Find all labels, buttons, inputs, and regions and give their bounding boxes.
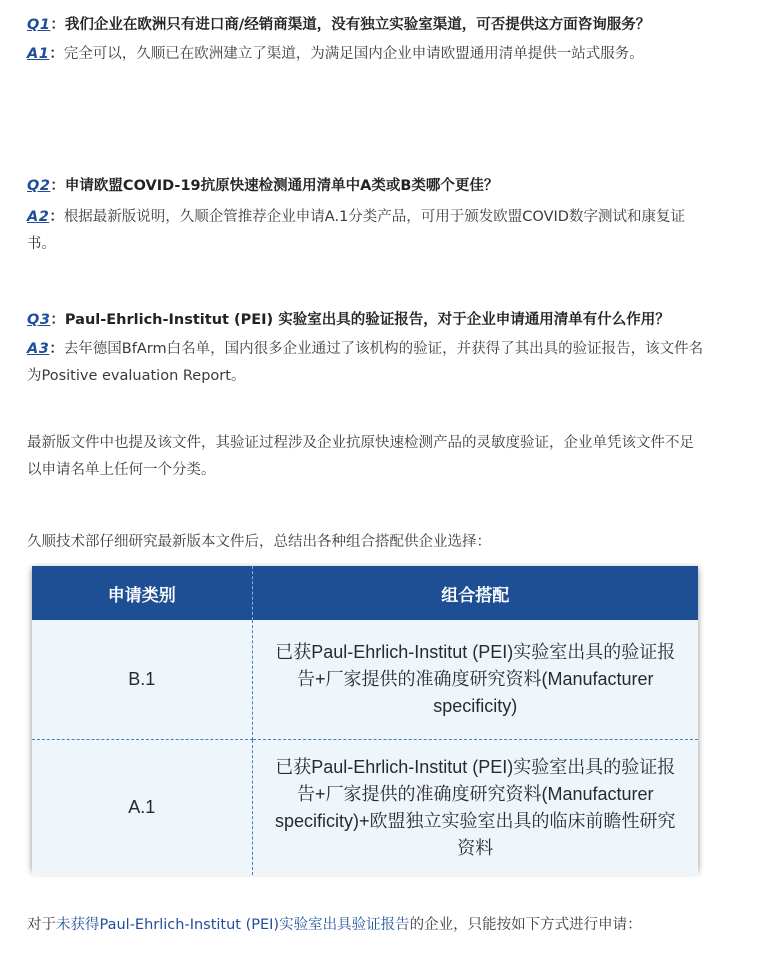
faq-item-1 <box>27 12 707 68</box>
answer-1: A1：完全可以，久顺已在欧洲建立了渠道，为满足国内企业申请欧盟通用清单提供一站式服务。 <box>27 46 644 62</box>
answer-tag: A1 <box>27 46 50 62</box>
table-cell-combination: 已获Paul-Ehrlich-Institut (PEI)实验室出具的验证报告+厂家提供的准确度研究资料(Manufacturer specificity) <box>252 620 698 740</box>
question-text: Paul-Ehrlich-Institut (PEI) 实验室出具的验证报告，对于企业申请通用清单有什么作用？ <box>64 312 670 328</box>
table-row <box>32 740 698 876</box>
question-tag: Q1 <box>27 17 51 33</box>
table-cell-combination: 已获Paul-Ehrlich-Institut (PEI)实验室出具的验证报告+厂家提供的准确度研究资料(Manufacturer specificity)+欧盟独立实验室出具的临床前瞻性研究资料 <box>252 740 698 876</box>
answer-3-extra: 最新版文件中也提及该文件，其验证过程涉及企业抗原快速检测产品的灵敏度验证，企业单凭该文件不足以申请名单上任何一个分类。 <box>27 435 694 478</box>
question-3: Q3：Paul-Ehrlich-Institut (PEI) 实验室出具的验证报告，对于企业申请通用清单有什么作用？ <box>27 312 670 328</box>
combination-table <box>32 566 698 870</box>
answer-tag: A2 <box>27 209 50 225</box>
footer-paragraph: 对于未获得Paul-Ehrlich-Institut (PEI)实验室出具验证报告的企业，只能按如下方式进行申请： <box>27 917 642 933</box>
question-1: Q1：我们企业在欧洲只有进口商/经销商渠道，没有独立实验室渠道，可否提供这方面咨询服务？ <box>27 17 651 33</box>
answer-3: A3：去年德国BfArm白名单，国内很多企业通过了该机构的验证，并获得了其出具的验证报告，该文件名为Positive evaluation Report。 <box>27 341 704 384</box>
table-row <box>32 620 698 740</box>
question-text: 申请欧盟COVID-19抗原快速检测通用清单中A类或B类哪个更佳？ <box>64 178 499 194</box>
question-text: 我们企业在欧洲只有进口商/经销商渠道，没有独立实验室渠道，可否提供这方面咨询服务？ <box>64 17 651 33</box>
faq-item-3 <box>27 307 707 390</box>
table-header-category: 申请类别 <box>32 566 252 620</box>
answer-text: 完全可以，久顺已在欧洲建立了渠道，为满足国内企业申请欧盟通用清单提供一站式服务。 <box>63 46 644 62</box>
answer-text: 根据最新版说明，久顺企管推荐企业申请A.1分类产品，可用于颁发欧盟COVID数字测试和康复证书。 <box>27 209 685 252</box>
question-2: Q2：申请欧盟COVID-19抗原快速检测通用清单中A类或B类哪个更佳？ <box>27 178 499 194</box>
question-tag: Q2 <box>27 178 51 194</box>
table-header-combination: 组合搭配 <box>252 566 698 620</box>
answer-2: A2：根据最新版说明，久顺企管推荐企业申请A.1分类产品，可用于颁发欧盟COVID数字测试和康复证书。 <box>27 209 685 252</box>
answer-text: 去年德国BfArm白名单，国内很多企业通过了该机构的验证，并获得了其出具的验证报告，该文件名为Positive evaluation Report。 <box>27 341 704 384</box>
question-tag: Q3 <box>27 312 51 328</box>
answer-tag: A3 <box>27 341 50 357</box>
highlight-link[interactable]: 未获得Paul-Ehrlich-Institut (PEI)实验室出具验证报告 <box>56 917 410 933</box>
faq-item-2 <box>27 173 707 258</box>
table-cell-category: A.1 <box>32 740 252 876</box>
table-intro: 久顺技术部仔细研究最新版本文件后，总结出各种组合搭配供企业选择： <box>27 534 491 550</box>
table-cell-category: B.1 <box>32 620 252 740</box>
